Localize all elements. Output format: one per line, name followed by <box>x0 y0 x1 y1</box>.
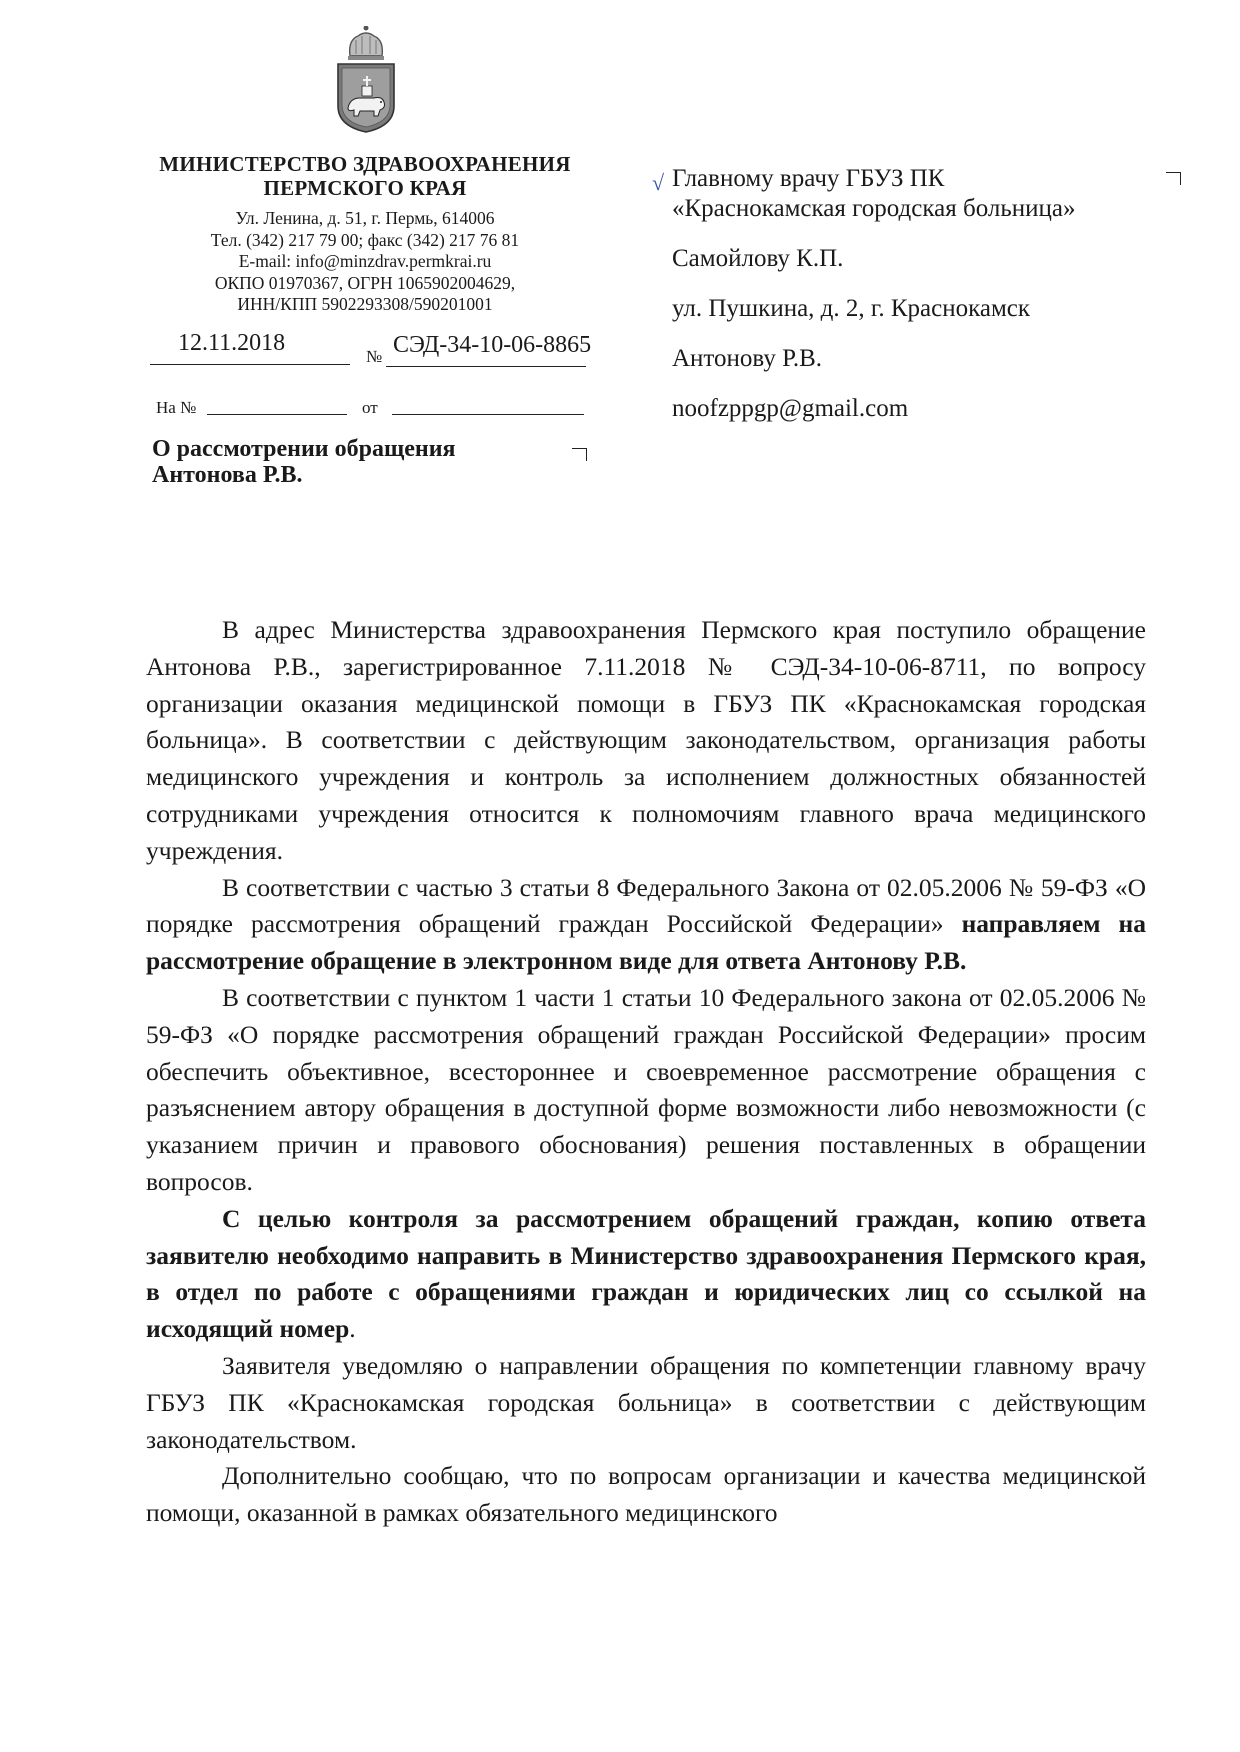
addressee-block <box>672 164 1172 424</box>
body-paragraph-6: Дополнительно сообщаю, что по вопросам организации и качества медицинской помощи, оказанной в рамках обязательного медицинского <box>146 1461 1146 1528</box>
ministry-name <box>140 152 590 200</box>
body-paragraph-4 <box>146 1201 1146 1348</box>
subject-line2: Антонова Р.В. <box>152 462 303 488</box>
letter-body <box>146 612 1146 1532</box>
body-paragraph-1: В адрес Министерства здравоохранения Пермского края поступило обращение Антонова Р.В., зарегистрированное 7.11.2018 № СЭД-34-10-06-8711, по вопросу организации оказания медицинской помощи в ГБУЗ ПК «Краснокамская городская больница». В соответствии с действующим законодательством, организация работы медицинского учреждения и контроль за исполнением должностных обязанностей сотрудниками учреждения относится к полномочиям главного врача медицинского учреждения. <box>146 615 1146 865</box>
check-mark-icon: √ <box>652 170 665 195</box>
body-paragraph-4-bold: С целью контроля за рассмотрением обращений граждан, копию ответа заявителю необходимо направить в Министерство здравоохранения Пермского края, в отдел по работе с обращениями граждан и юридических лиц со ссылкой на исходящий номер <box>146 1203 1146 1344</box>
ministry-name-line1: МИНИСТЕРСТВО ЗДРАВООХРАНЕНИЯ <box>159 152 571 176</box>
addressee-corner-mark <box>1166 172 1181 185</box>
outgoing-date: 12.11.2018 <box>178 330 286 356</box>
addressee-address: ул. Пушкина, д. 2, г. Краснокамск <box>672 295 1031 322</box>
body-paragraph-4-end: . <box>349 1314 356 1344</box>
body-paragraph-2-text: В соответствии с частью 3 статьи 8 Федерального Закона от 02.05.2006 № 59-ФЗ «О порядке рассмотрения обращений граждан Российской Федерации» <box>146 872 1146 939</box>
ministry-inn-kpp: ИНН/КПП 5902293308/590201001 <box>237 294 493 314</box>
number-underline <box>386 366 586 367</box>
coat-of-arms-icon <box>332 26 400 134</box>
reference-date-line <box>392 414 584 415</box>
ministry-phone-fax: Тел. (342) 217 79 00; факс (342) 217 76 81 <box>210 229 520 250</box>
subject-corner-mark <box>572 448 587 461</box>
reference-number-label: На № <box>156 398 197 417</box>
body-paragraph-3: В соответствии с пунктом 1 части 1 статьи 10 Федерального закона от 02.05.2006 № 59-ФЗ «О порядке рассмотрения обращений граждан Российской Федерации» просим обеспечить объективное, всестороннее и своевременное рассмотрение обращения с разъяснением автору обращения в доступной форме возможности либо невозможности (с указанием причин и правового обоснования) решения поставленных в обращении вопросов. <box>146 982 1146 1196</box>
addressee-name: Самойлову К.П. <box>672 245 844 272</box>
ministry-address: Ул. Ленина, д. 51, г. Пермь, 614006 <box>235 208 495 228</box>
outgoing-number: СЭД-34-10-06-8865 <box>393 332 592 358</box>
addressee-position: Главному врачу ГБУЗ ПК <box>672 165 945 192</box>
body-paragraph-5: Заявителя уведомляю о направлении обращения по компетенции главному врачу ГБУЗ ПК «Краснокамская городская больница» в соответствии с действующим законодательством. <box>146 1350 1146 1454</box>
copy-recipient-email: noofzppgp@gmail.com <box>672 395 909 422</box>
reference-date-label: от <box>362 398 378 417</box>
addressee-organization: «Краснокамская городская больница» <box>672 195 1076 222</box>
copy-recipient-name: Антонову Р.В. <box>672 345 823 372</box>
letter-subject <box>152 436 572 488</box>
body-paragraph-2 <box>146 870 1146 980</box>
ministry-okpo-ogrn: ОКПО 01970367, ОГРН 1065902004629, <box>214 272 516 293</box>
date-underline <box>150 364 350 365</box>
number-sign: № <box>366 347 383 366</box>
ministry-name-line2: ПЕРМСКОГО КРАЯ <box>263 176 467 200</box>
reference-number-line <box>207 414 347 415</box>
ministry-email: E-mail: info@minzdrav.permkrai.ru <box>238 251 492 271</box>
body-paragraph-2-bold: направляем на рассмотрение обращение в электронном виде для ответа Антонову Р.В. <box>146 909 1146 976</box>
subject-line1: О рассмотрении обращения <box>152 436 456 462</box>
ministry-contacts <box>150 208 580 316</box>
